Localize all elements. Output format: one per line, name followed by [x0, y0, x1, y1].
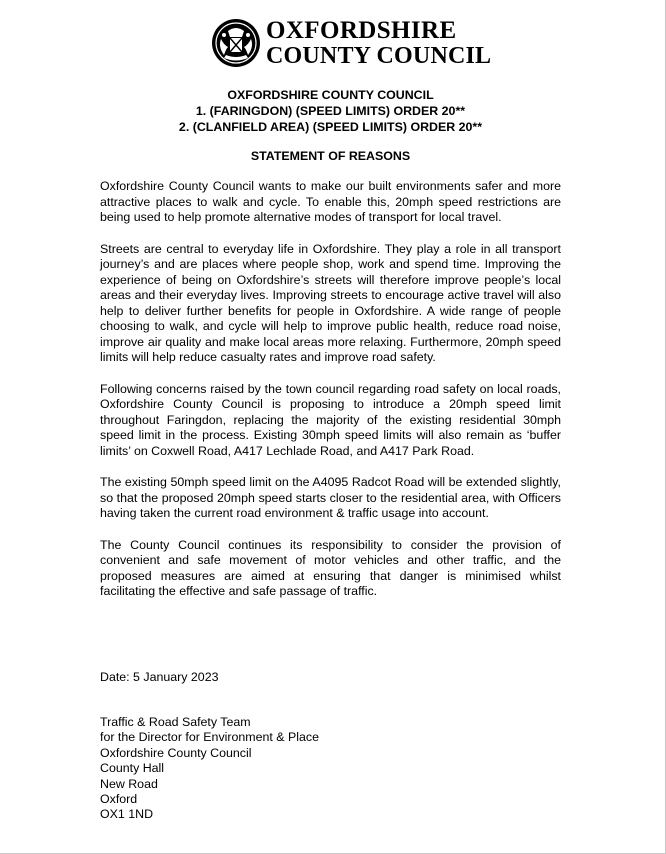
signoff-line-director: for the Director for Environment & Place [100, 730, 319, 745]
paragraph-1: Oxfordshire County Council wants to make our built environments safer and more attractive places to walk and cycle. To enable this, 20mph speed restrictions are being used to help promote alternative modes of transport for local travel. [100, 179, 561, 224]
statement-title: STATEMENT OF REASONS [250, 149, 411, 163]
signoff-address [100, 715, 319, 823]
paragraph-2: Streets are central to everyday life in Oxfordshire. They play a role in all transport journey’s and are places where people shop, work and spend time. Improving the experience of being on Oxfordshire’s streets will therefore improve people’s local areas and their everyday lives. Improving streets to encourage active travel will also help to deliver further benefits for people in Oxfordshire. A wide range of people choosing to walk, and cycle will help to improve public health, reduce road noise, improve air quality and make local areas more relaxing. Furthermore, 20mph speed limits will help reduce casualty rates and improve road safety. [100, 241, 561, 364]
signoff-line-street: New Road [100, 776, 158, 791]
statement-body [100, 179, 561, 616]
signoff-line-building: County Hall [100, 761, 165, 776]
signoff-line-city: Oxford [100, 792, 138, 807]
logo-line-2: COUNTY COUNCIL [266, 43, 492, 69]
signoff-line-council: Oxfordshire County Council [100, 745, 252, 760]
logo-line-1: OXFORDSHIRE [266, 17, 457, 44]
heading-line-2: 1. (FARINGDON) (SPEED LIMITS) ORDER 20** [195, 104, 466, 118]
paragraph-4: The existing 50mph speed limit on the A4095 Radcot Road will be extended slightly, so that the proposed 20mph speed starts closer to the residential area, with Officers having taken the current road environment & traffic usage into account. [100, 475, 561, 520]
document-date: Date: 5 January 2023 [100, 670, 219, 684]
heading-line-3: 2. (CLANFIELD AREA) (SPEED LIMITS) ORDER 20** [178, 120, 483, 134]
signoff-line-team: Traffic & Road Safety Team [100, 715, 251, 729]
paragraph-3: Following concerns raised by the town council regarding road safety on local roads, Oxfordshire County Council is proposing to introduce a 20mph speed limit throughout Faringdon, replacing the majority of the existing residential 30mph speed limit in the process. Existing 30mph speed limits will also remain as ‘buffer limits’ on Coxwell Road, A417 Lechlade Road, and A417 Park Road. [100, 381, 561, 458]
order-heading [100, 87, 561, 135]
paragraph-5: The County Council continues its responsibility to consider the provision of convenient and safe movement of motor vehicles and other traffic, and the proposed measures are aimed at ensuring that danger is minimised whilst facilitating the effective and safe passage of traffic. [100, 537, 561, 598]
council-logo [210, 16, 491, 70]
signoff-line-postcode: OX1 1ND [100, 807, 154, 822]
county-crest-icon [210, 17, 262, 69]
heading-line-1: OXFORDSHIRE COUNTY COUNCIL [227, 88, 434, 102]
